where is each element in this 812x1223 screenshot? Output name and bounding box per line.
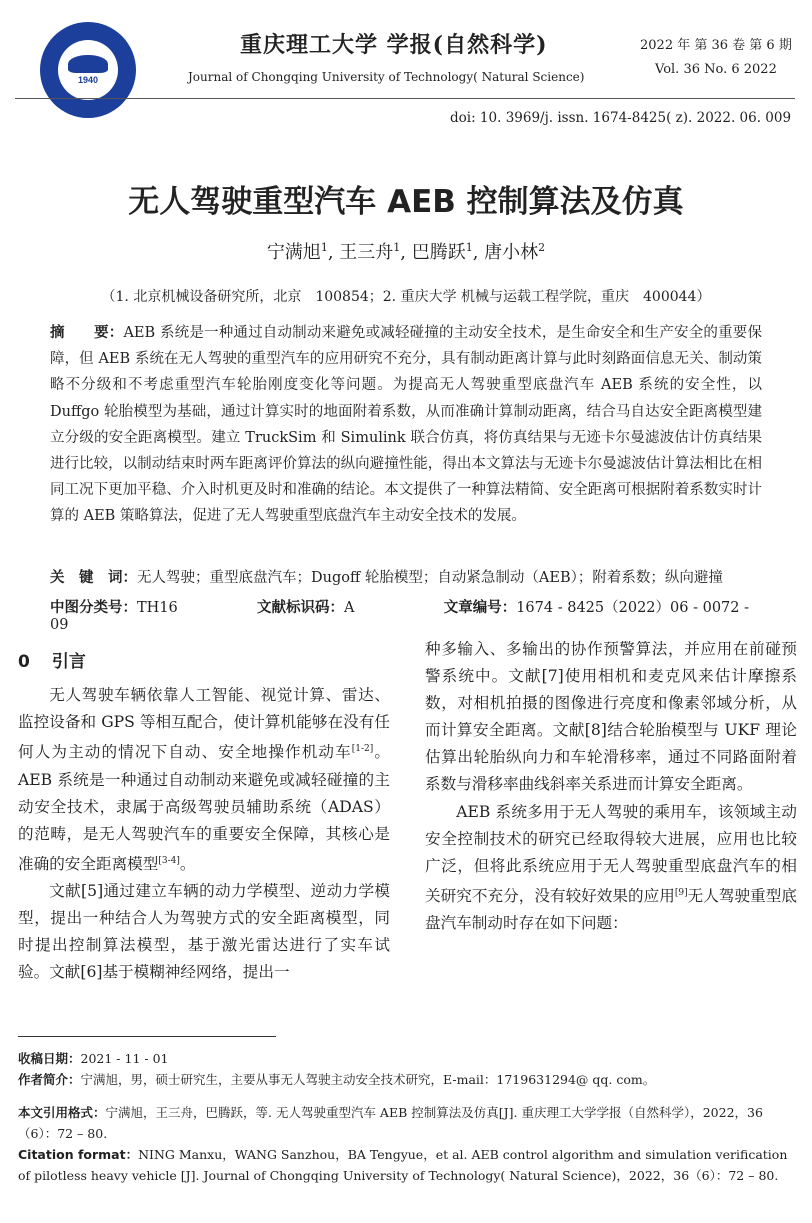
logo-year: 1940 — [77, 75, 99, 85]
paragraph-text: AEB 系统多用于无人驾驶的乘用车，该领域主动安全控制技术的研究已经取得较大进展，应用也比较广泛，但将此系统应用于无人驾驶重型底盘汽车的相关研究不充分，没有较好效果的应用 — [425, 802, 797, 906]
author-name: 宁满旭 — [266, 242, 321, 263]
paragraph: 文献[5]通过建立车辆的动力学模型、逆动力学模型，提出一种结合人为驾驶方式的安全距离模型，同时提出控制算法模型，基于激光雷达进行了实车试验。文献[6]基于模糊神经网络，提出一 — [18, 882, 390, 982]
author-name: 巴腾跃 — [411, 242, 466, 263]
university-logo — [40, 22, 136, 118]
section-heading — [18, 649, 390, 676]
author-bio — [18, 1070, 798, 1088]
classification-line — [50, 596, 762, 633]
affiliations: （1. 北京机械设备研究所，北京 100854；2. 重庆大学 机械与运载工程学院，重庆 400044） — [101, 289, 711, 305]
footnote-divider — [18, 1036, 276, 1037]
citation-cn-label: 本文引用格式： — [18, 1105, 106, 1120]
logo-wave-icon — [68, 55, 108, 73]
received-label: 收稿日期： — [18, 1051, 81, 1066]
author-affiliation-mark: 1 — [393, 241, 401, 254]
doi: doi: 10. 3969/j. issn. 1674-8425( z). 2022. 06. 009 — [450, 110, 792, 126]
received-value: 2021 - 11 - 01 — [80, 1051, 169, 1066]
paragraph — [425, 799, 797, 938]
paragraph-text: 。 — [179, 855, 196, 874]
citation-cn — [18, 1102, 798, 1144]
paragraph: 种多输入、多输出的协作预警算法，并应用在前碰预警系统中。文献[7]使用相机和麦克风来估计摩擦系数，对相机拍摄的图像进行亮度和像素邻域分析，从而计算安全距离。文献[8]结合轮胎模型与 UKF 理论估算出轮胎纵向力和车轮滑移率，通过不同路面附着系数与滑移率曲线斜率关系进而计算安全距离。 — [425, 640, 797, 794]
section-title: 引言 — [51, 652, 86, 672]
abstract-text: AEB 系统是一种通过自动制动来避免或减轻碰撞的主动安全技术，是生命安全和生产安全的重要保障，但 AEB 系统在无人驾驶的重型汽车的应用研究不充分，具有制动距离计算与此时刻路面信息无关、制动策略不分级和不考虑重型汽车轮胎刚度变化等问题。为提高无人驾驶重型底盘汽车 AEB 系统的安全性，以 Duffgo 轮胎模型为基础，通过计算实时的地面附着系数，从而准确计算制动距离，结合马自达安全距离模型建立分级的安全距离模型。建立 TruckSim 和 Simulink 联合仿真，将仿真结果与无迹卡尔曼滤波估计仿真结果进行比较，以制动结束时两车距离评价算法的纵向避撞性能，得出本文算法与无迹卡尔曼滤波估计算法相比在相同工况下更加平稳、介入时机更及时和准确的结论。本文提供了一种算法精简、安全距离可根据附着系数实时计算的 AEB 策略算法，促进了无人驾驶重型底盘汽车主动安全技术的发展。 — [50, 325, 762, 525]
journal-title-cn: 重庆理工大学 学报(自然科学) — [240, 32, 548, 58]
citation-cn-value: 宁满旭，王三舟，巴腾跃，等. 无人驾驶重型汽车 AEB 控制算法及仿真[J]. 重庆理工大学学报（自然科学），2022，36（6）：72 – 80. — [18, 1105, 763, 1141]
issue-cn: 2022 年 第 36 卷 第 6 期 — [640, 38, 792, 53]
received-date — [18, 1049, 798, 1067]
body-column-left — [18, 649, 390, 987]
logo-emblem — [58, 40, 118, 100]
citation-en-label: Citation format： — [18, 1147, 139, 1162]
citation-en-value: NING Manxu，WANG Sanzhou，BA Tengyue，et al. AEB control algorithm and simulation verification of pilotless heavy vehicle [J]. Journal of Chongqing University of Technology( Natural Science)，2022，36（6）：72 – 80. — [18, 1147, 788, 1183]
issue-en: Vol. 36 No. 6 2022 — [655, 62, 777, 77]
paragraph-text: 无人驾驶车辆依靠人工智能、视觉计算、雷达、监控设备和 GPS 等相互配合，使计算机能够在没有任何人为主动的情况下自动、安全地操作机动车 — [18, 686, 390, 762]
keywords-text: 无人驾驶；重型底盘汽车；Dugoff 轮胎模型；自动紧急制动（AEB）；附着系数；纵向避撞 — [137, 570, 723, 586]
paper-title: 无人驾驶重型汽车 AEB 控制算法及仿真 — [128, 184, 684, 220]
author-name: 唐小林 — [484, 242, 539, 263]
paragraph-text: 。AEB 系统是一种通过自动制动来避免或减轻碰撞的主动安全技术，隶属于高级驾驶员辅助系统（ADAS）的范畴，是无人驾驶汽车的重要安全保障，其核心是准确的安全距离模型 — [18, 743, 390, 874]
doc-code-label: 文献标识码： — [257, 600, 344, 616]
keywords-label: 关 键 词： — [50, 570, 137, 586]
author-name: 王三舟 — [339, 242, 394, 263]
paragraph — [18, 682, 390, 878]
doc-code-value: A — [344, 600, 355, 616]
author-affiliation-mark: 1 — [320, 241, 328, 254]
keywords — [50, 566, 762, 587]
citation-ref: [9] — [674, 887, 688, 898]
article-number-value: 1674 - 8425（2022）06 - 0072 - 09 — [50, 600, 750, 633]
paragraph-text: 无人驾驶重型底盘汽车制动时存在如下问题： — [425, 887, 797, 933]
author-affiliation-mark: 2 — [538, 241, 546, 254]
author-list: 宁满旭$^1$, 王三舟$^1$, 巴腾跃$^1$, 唐小林$^2$ — [266, 241, 546, 263]
clc-label: 中图分类号： — [50, 600, 137, 616]
abstract — [50, 320, 762, 530]
bio-label: 作者简介： — [18, 1072, 81, 1087]
citation-en — [18, 1144, 798, 1186]
clc-value: TH16 — [137, 600, 178, 616]
citation-ref: [3-4] — [158, 855, 180, 866]
header-divider — [15, 98, 795, 99]
journal-title-en: Journal of Chongqing University of Technology( Natural Science) — [188, 70, 585, 84]
abstract-label: 摘 要： — [50, 325, 124, 341]
section-number: 0 — [18, 652, 30, 672]
author-affiliation-mark: 1 — [465, 241, 473, 254]
article-number-label: 文章编号： — [443, 600, 517, 616]
citation-ref: [1-2] — [351, 744, 374, 755]
bio-value: 宁满旭，男，硕士研究生，主要从事无人驾驶主动安全技术研究，E-mail：1719631294@ qq. com。 — [80, 1072, 656, 1087]
body-column-right — [425, 636, 797, 937]
